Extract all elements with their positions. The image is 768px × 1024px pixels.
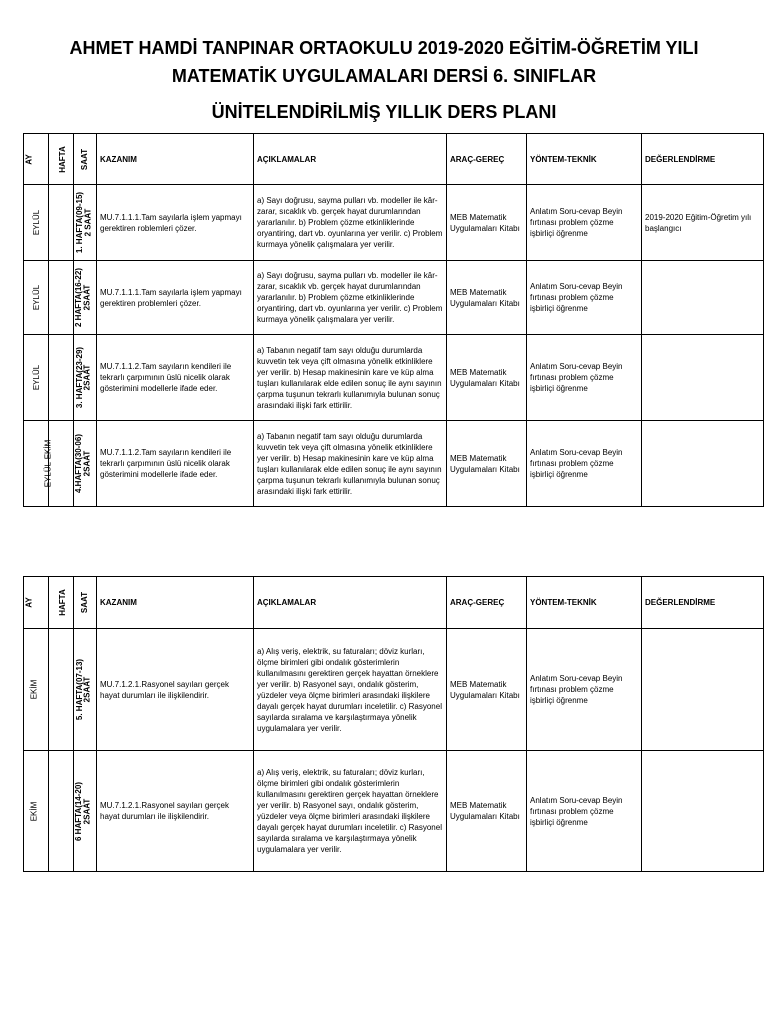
cell-saat: 2SAAT <box>74 261 97 335</box>
cell-degerlendirme: 2019-2020 Eğitim-Öğretim yılı başlangıcı <box>642 185 764 261</box>
col-header-saat: SAAT <box>74 134 97 185</box>
cell-arac: MEB Matematik Uygulamaları Kitabı <box>447 421 527 507</box>
cell-saat: 2SAAT <box>74 751 97 872</box>
cell-ay: EYLÜL <box>24 261 49 335</box>
cell-saat: 2SAAT <box>74 629 97 751</box>
col-header-saat: SAAT <box>74 577 97 629</box>
col-header-kazanim: KAZANIM <box>97 134 254 185</box>
document-title-line3: ÜNİTELENDİRİLMİŞ YILLIK DERS PLANI <box>211 102 557 122</box>
cell-hafta: 5. HAFTA(07-13) <box>49 629 74 751</box>
cell-yontem: Anlatım Soru-cevap Beyin fırtınası problem çözme işbirliçi öğrenme <box>527 335 642 421</box>
col-header-aciklamalar: AÇIKLAMALAR <box>254 134 447 185</box>
cell-kazanim: MU.7.1.1.2.Tam sayıların kendileri ile tekrarlı çarpımının üslü nicelik olarak gösterimini modellerle ifade eder. <box>97 335 254 421</box>
col-header-degerlendirme: DEĞERLENDİRME <box>642 134 764 185</box>
col-header-aciklamalar: AÇIKLAMALAR <box>254 577 447 629</box>
col-header-yontem: YÖNTEM-TEKNİK <box>527 577 642 629</box>
cell-aciklama: a) Alış veriş, elektrik, su faturaları; döviz kurları, ölçme birimleri gibi ondalık gösterimlerin kullanılmasını gerektiren gerçek hayattan örneklere yer verilir. b) Rasyonel sayı, ondalık gösterim, yüzdeler veya ölçme birimleri arasındaki ilişkilere dayalı gerçek hayat durumları inceletilir. c) Rasyonel sayılarda sıralama ve karşılaştırmaya yönelik uygulamalara yer verilir. <box>254 629 447 751</box>
cell-hafta: 2 HAFTA(16-22) <box>49 261 74 335</box>
cell-aciklama: a) Sayı doğrusu, sayma pulları vb. modeller ile kâr-zarar, sıcaklık vb. gerçek hayat durumlarından yararlanılır. b) Problem çözme etkinliklerinde oryantiring, dart vb. oyunlarına yer verilir. c) Problem kurmaya yönelik çalışmalara yer verilir. <box>254 261 447 335</box>
cell-degerlendirme <box>642 335 764 421</box>
cell-kazanim: MU.7.1.1.2.Tam sayıların kendileri ile tekrarlı çarpımının üslü nicelik olarak gösterimini modellerle ifade eder. <box>97 421 254 507</box>
cell-kazanim: MU.7.1.1.1.Tam sayılarla işlem yapmayı gerektiren roblemleri çözer. <box>97 185 254 261</box>
col-header-hafta: HAFTA <box>49 134 74 185</box>
cell-ay: EKİM <box>24 751 49 872</box>
cell-degerlendirme <box>642 261 764 335</box>
cell-degerlendirme <box>642 421 764 507</box>
cell-saat: 2SAAT <box>74 335 97 421</box>
col-header-arac: ARAÇ-GEREÇ <box>447 577 527 629</box>
cell-yontem: Anlatım Soru-cevap Beyin fırtınası problem çözme işbirliçi öğrenme <box>527 421 642 507</box>
cell-aciklama: a) Alış veriş, elektrik, su faturaları; döviz kurları, ölçme birimleri gibi ondalık gösterimlerin kullanılmasını gerektiren gerçek hayattan örneklere yer verilir. b) Rasyonel sayı, ondalık gösterim, yüzdeler veya ölçme birimleri arasındaki ilişkilere dayalı gerçek hayat durumları inceletilir. c) Rasyonel sayılarda sıralama ve karşılaştırmaya yönelik uygulamalara yer verilir. <box>254 751 447 872</box>
col-header-ay: AY <box>24 577 49 629</box>
table-row <box>24 421 764 507</box>
cell-yontem: Anlatım Soru-cevap Beyin fırtınası problem çözme işbirliçi öğrenme <box>527 261 642 335</box>
cell-arac: MEB Matematik Uygulamaları Kitabı <box>447 185 527 261</box>
cell-yontem: Anlatım Soru-cevap Beyin fırtınası problem çözme işbirliçi öğrenme <box>527 629 642 751</box>
cell-kazanim: MU.7.1.1.1.Tam sayılarla işlem yapmayı gerektiren problemleri çözer. <box>97 261 254 335</box>
cell-arac: MEB Matematik Uygulamaları Kitabı <box>447 629 527 751</box>
cell-ay: EKİM <box>24 629 49 751</box>
cell-kazanim: MU.7.1.2.1.Rasyonel sayıları gerçek hayat durumları ile ilişkilendirir. <box>97 751 254 872</box>
table-row <box>24 629 764 751</box>
col-header-kazanim: KAZANIM <box>97 577 254 629</box>
table-header-row <box>24 134 764 185</box>
col-header-hafta: HAFTA <box>49 577 74 629</box>
cell-saat: 2SAAT <box>74 421 97 507</box>
cell-ay: EYLÜL-EKİM <box>24 421 49 507</box>
cell-arac: MEB Matematik Uygulamaları Kitabı <box>447 335 527 421</box>
document-title-line2: MATEMATİK UYGULAMALARI DERSİ 6. SINIFLAR <box>171 66 597 86</box>
table-row <box>24 335 764 421</box>
cell-hafta: 4.HAFTA(30-06) <box>49 421 74 507</box>
document-title-line1: AHMET HAMDİ TANPINAR ORTAOKULU 2019-2020 EĞİTİM-ÖĞRETİM YILI <box>69 38 699 58</box>
cell-degerlendirme <box>642 751 764 872</box>
cell-arac: MEB Matematik Uygulamaları Kitabı <box>447 751 527 872</box>
table-row <box>24 751 764 872</box>
col-header-arac: ARAÇ-GEREÇ <box>447 134 527 185</box>
col-header-degerlendirme: DEĞERLENDİRME <box>642 577 764 629</box>
table-header-row <box>24 577 764 629</box>
cell-aciklama: a) Tabanın negatif tam sayı olduğu durumlarda kuvvetin tek veya çift olmasına yönelik etkinliklere yer verilir. b) Hesap makinesinin kare ve küp alma tuşları kullanılarak elde edilen sonuç ile aynı sayının çarpma tuşunun tekrarlı kullanımıyla bulunan sonuç arasındaki ilişki fark ettirilir. <box>254 335 447 421</box>
cell-hafta: 1. HAFTA(09-15) <box>49 185 74 261</box>
plan-table-1 <box>23 133 764 507</box>
cell-hafta: 3. HAFTA(23-29) <box>49 335 74 421</box>
cell-ay: EYLÜL <box>24 335 49 421</box>
cell-arac: MEB Matematik Uygulamaları Kitabı <box>447 261 527 335</box>
cell-kazanim: MU.7.1.2.1.Rasyonel sayıları gerçek hayat durumları ile ilişkilendirir. <box>97 629 254 751</box>
cell-aciklama: a) Tabanın negatif tam sayı olduğu durumlarda kuvvetin tek veya çift olmasına yönelik etkinliklere yer verilir. b) Hesap makinesinin kare ve küp alma tuşları kullanılarak elde edilen sonuç ile aynı sayının çarpma tuşunun tekrarlı kullanımıyla bulunan sonuç arasındaki ilişki fark ettirilir. <box>254 421 447 507</box>
cell-yontem: Anlatım Soru-cevap Beyin fırtınası problem çözme işbirliçi öğrenme <box>527 185 642 261</box>
table-row <box>24 185 764 261</box>
col-header-ay: AY <box>24 134 49 185</box>
cell-yontem: Anlatım Soru-cevap Beyin fırtınası problem çözme işbirliçi öğrenme <box>527 751 642 872</box>
table-row <box>24 261 764 335</box>
cell-ay: EYLÜL <box>24 185 49 261</box>
cell-degerlendirme <box>642 629 764 751</box>
cell-hafta: 6 HAFTA(14-20) <box>49 751 74 872</box>
plan-table-2 <box>23 576 764 872</box>
cell-aciklama: a) Sayı doğrusu, sayma pulları vb. modeller ile kâr-zarar, sıcaklık vb. gerçek hayat durumlarından yararlanılır. b) Problem çözme etkinliklerinde oryantiring, dart vb. oyunlarına yer verilir. c) Problem kurmaya yönelik çalışmalara yer verilir. <box>254 185 447 261</box>
cell-saat: 2 SAAT <box>74 185 97 261</box>
col-header-yontem: YÖNTEM-TEKNİK <box>527 134 642 185</box>
